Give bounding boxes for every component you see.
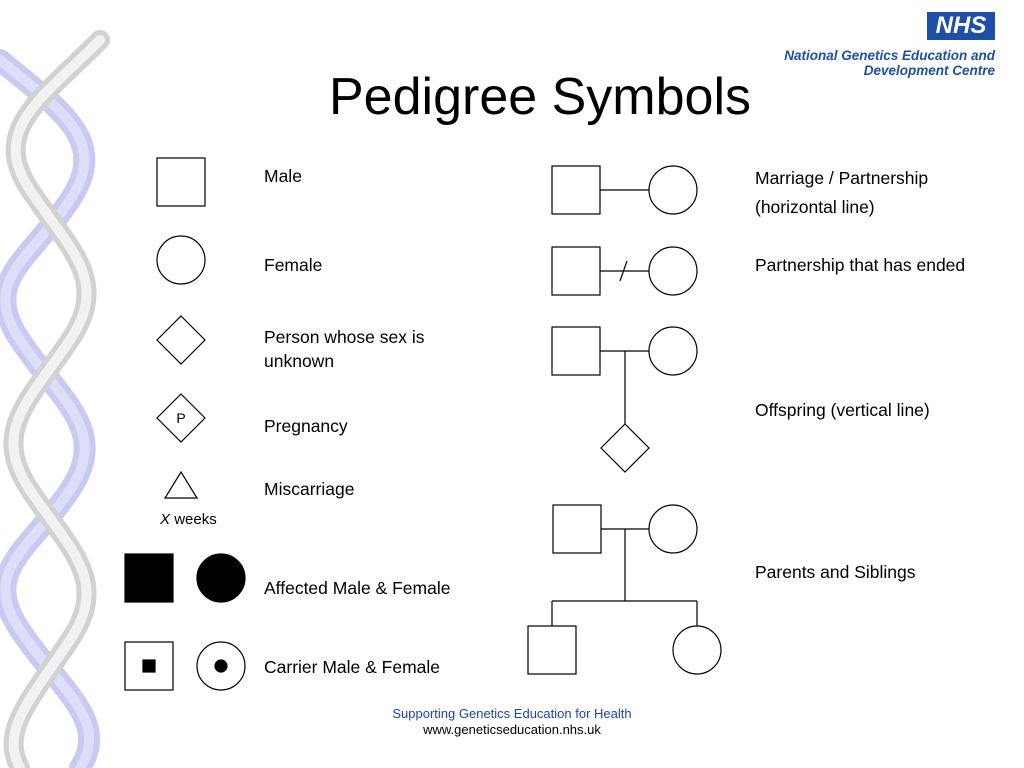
affected-female-symbol <box>197 554 245 602</box>
offspring-female-parent <box>649 327 697 375</box>
sibling-female <box>673 626 721 674</box>
label-weeks <box>160 510 217 530</box>
male-symbol <box>157 158 205 206</box>
label-partnership-ended: Partnership that has ended <box>755 255 966 275</box>
offspring-male-parent <box>552 327 600 375</box>
affected-male-symbol <box>125 554 173 602</box>
carrier-male-dot <box>143 660 155 672</box>
ended-male <box>552 247 600 295</box>
label-pregnancy: Pregnancy <box>264 416 348 436</box>
miscarriage-symbol <box>165 472 197 498</box>
label-parents-siblings: Parents and Siblings <box>755 562 916 582</box>
label-marriage <box>755 164 928 222</box>
org-name-line2: Development Centre <box>863 63 995 78</box>
siblings-female-parent <box>649 505 697 553</box>
label-affected: Affected Male & Female <box>264 578 451 598</box>
page-title: Pedigree Symbols <box>329 68 751 126</box>
label-male: Male <box>264 166 302 186</box>
label-miscarriage: Miscarriage <box>264 479 355 499</box>
sibling-male <box>528 626 576 674</box>
label-marriage-line1: Marriage / Partnership <box>755 168 929 188</box>
carrier-female-dot <box>215 660 227 672</box>
label-offspring: Offspring (vertical line) <box>755 400 930 420</box>
weeks-word: weeks <box>174 511 217 528</box>
ended-female <box>649 247 697 295</box>
label-marriage-line2: (horizontal line) <box>755 197 875 217</box>
nhs-logo: NHS <box>927 12 995 40</box>
female-symbol <box>157 236 205 284</box>
label-unknown-sex: Person whose sex is unknown <box>264 327 425 371</box>
label-female: Female <box>264 255 323 275</box>
label-carrier: Carrier Male & Female <box>264 657 441 677</box>
offspring-child <box>601 424 649 472</box>
org-name-line1: National Genetics Education and <box>784 48 995 63</box>
marriage-female <box>649 166 697 214</box>
unknown-sex-symbol <box>157 316 205 364</box>
siblings-male-parent <box>553 505 601 553</box>
pregnancy-marker: P <box>176 410 186 426</box>
weeks-variable: X <box>160 511 171 528</box>
footer-url: www.geneticseducation.nhs.uk <box>423 722 601 737</box>
footer-tagline: Supporting Genetics Education for Health <box>392 706 632 721</box>
marriage-male <box>552 166 600 214</box>
